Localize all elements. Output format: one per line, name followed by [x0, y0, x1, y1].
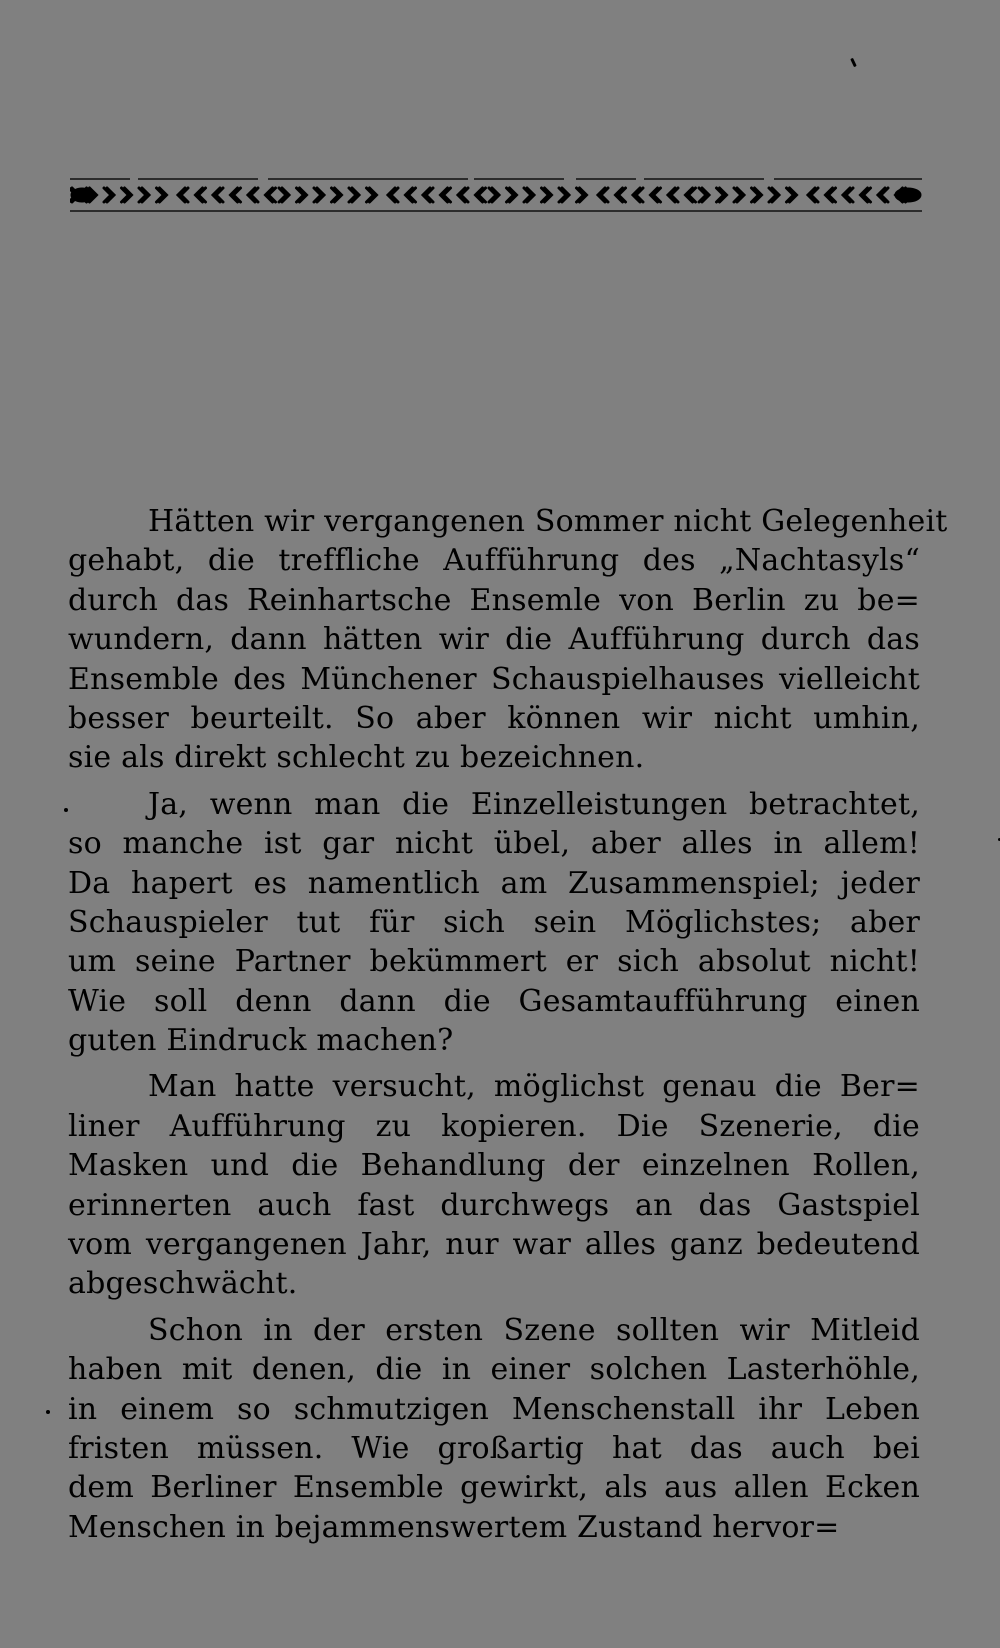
- text-line: gehabt, die treffliche Aufführung des „Nachtasyls“: [68, 543, 920, 579]
- text-line: Menschen in bejammenswertem Zustand hervor=: [68, 1509, 840, 1545]
- article-body: [68, 502, 948, 1554]
- paragraph: [68, 1311, 920, 1547]
- text-line: besser beurteilt. So aber können wir nicht umhin,: [68, 700, 920, 736]
- text-line: wundern, dann hätten wir die Aufführung durch das: [68, 622, 920, 658]
- text-line: so manche ist gar nicht übel, aber alles in allem!: [68, 826, 920, 862]
- ornamental-border-band-icon: [70, 176, 922, 226]
- text-line: fristen müssen. Wie großartig hat das auch bei: [68, 1430, 920, 1466]
- text-line: dem Berliner Ensemble gewirkt, als aus allen Ecken: [68, 1470, 920, 1506]
- print-speck: [850, 58, 857, 67]
- text-line: Ensemble des Münchener Schauspielhauses vielleicht: [68, 661, 920, 697]
- text-line: Schauspieler tut für sich sein Möglichstes; aber: [68, 904, 920, 940]
- text-line: erinnerten auch fast durchwegs an das Gastspiel: [68, 1187, 920, 1223]
- paragraph: [68, 785, 920, 1061]
- text-line: haben mit denen, die in einer solchen Lasterhöhle,: [68, 1352, 920, 1388]
- text-line: Ja, wenn man die Einzelleistungen betrachtet,: [148, 786, 920, 822]
- text-line: durch das Reinhartsche Ensemle von Berlin zu be=: [68, 582, 920, 618]
- text-line: Masken und die Behandlung der einzelnen Rollen,: [68, 1148, 920, 1184]
- text-line: um seine Partner bekümmert er sich absolut nicht!: [68, 944, 920, 980]
- paragraph: [68, 1067, 920, 1303]
- print-speck: [46, 1410, 50, 1414]
- text-line: Man hatte versucht, möglichst genau die Ber=: [148, 1069, 920, 1105]
- text-line: Hätten wir vergangenen Sommer nicht Gelegenheit: [148, 504, 948, 539]
- text-line: in einem so schmutzigen Menschenstall ihr Leben: [68, 1391, 920, 1427]
- text-line: liner Aufführung zu kopieren. Die Szenerie, die: [68, 1108, 920, 1144]
- paragraph: [68, 502, 948, 778]
- text-line: vom vergangenen Jahr, nur war alles ganz bedeutend: [68, 1227, 920, 1263]
- print-speck: [64, 808, 68, 812]
- text-line: guten Eindruck machen?: [68, 1023, 454, 1059]
- text-line: Schon in der ersten Szene sollten wir Mitleid: [148, 1312, 920, 1348]
- text-line: Da hapert es namentlich am Zusammenspiel; jeder: [68, 865, 920, 901]
- text-line: sie als direkt schlecht zu bezeichnen.: [68, 740, 645, 776]
- text-line: Wie soll denn dann die Gesamtaufführung einen: [68, 983, 920, 1019]
- text-line: abgeschwächt.: [68, 1266, 298, 1302]
